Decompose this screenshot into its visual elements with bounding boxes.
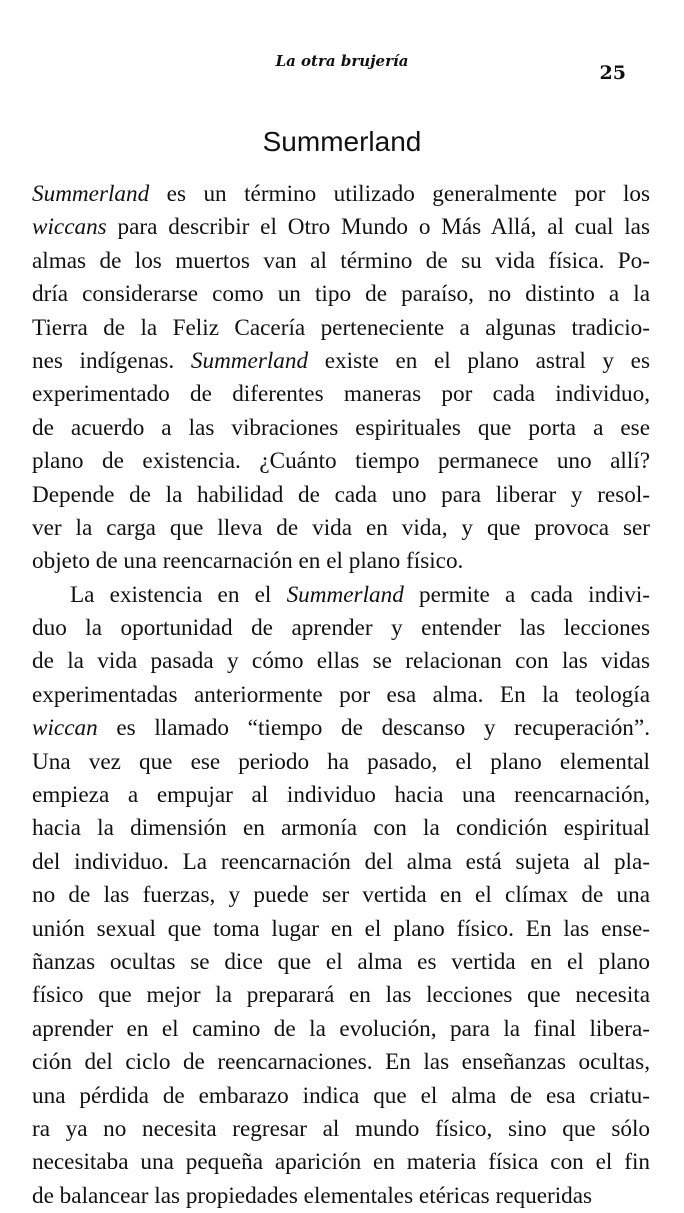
italic-term: wiccans <box>32 214 107 241</box>
text-segment: dría considerarse como un tipo de paraíso, no distinto a la <box>32 281 650 308</box>
text-segment: para describir el Otro Mundo o Más Allá, al cual las <box>106 214 650 241</box>
text-line <box>32 445 650 478</box>
text-line <box>32 946 650 979</box>
text-line <box>32 1046 650 1079</box>
text-segment: empieza a empujar al individuo hacia una reencarnación, <box>32 782 650 809</box>
text-segment: de la vida pasada y cómo ellas se relacionan con las vidas <box>32 648 650 675</box>
text-line <box>32 1113 650 1146</box>
text-line <box>32 679 650 712</box>
text-segment: permite a cada indivi- <box>403 581 650 608</box>
text-line <box>32 312 650 345</box>
text-line <box>32 879 650 912</box>
text-segment: ver la carga que lleva de vida en vida, y que provoca ser <box>32 514 650 541</box>
text-segment: Depende de la habilidad de cada uno para liberar y resol- <box>32 481 650 508</box>
text-line <box>32 712 650 745</box>
text-segment: nes indígenas. <box>32 347 191 374</box>
text-segment: del individuo. La reencarnación del alma está sujeta al pla- <box>32 848 650 875</box>
page-number: 25 <box>599 62 626 84</box>
section-title: Summerland <box>262 126 422 157</box>
running-head: La otra brujería <box>275 52 409 70</box>
text-line <box>32 579 650 612</box>
text-segment: ción del ciclo de reencarnaciones. En las enseñanzas ocultas, <box>32 1049 650 1076</box>
text-segment: físico que mejor la preparará en las lecciones que necesita <box>32 982 650 1009</box>
italic-term: Summerland <box>32 181 150 207</box>
text-segment: almas de los muertos van al término de su vida física. Po- <box>32 247 650 274</box>
body-text <box>32 178 650 1213</box>
text-line <box>32 746 650 779</box>
text-line <box>32 1146 650 1179</box>
text-segment: hacia la dimensión en armonía con la condición espiritual <box>32 815 650 842</box>
text-line <box>32 913 650 946</box>
text-segment: ra ya no necesita regresar al mundo físico, sino que sólo <box>32 1115 650 1142</box>
italic-term: wiccan <box>32 715 98 742</box>
text-line <box>32 412 650 445</box>
text-line <box>32 178 650 211</box>
text-segment: necesitaba una pequeña aparición en materia física con el fin <box>32 1149 650 1176</box>
text-segment: de acuerdo a las vibraciones espirituales que porta a ese <box>32 414 650 441</box>
text-line <box>32 1080 650 1113</box>
text-segment: una pérdida de embarazo indica que el alma de esa criatu- <box>32 1082 650 1109</box>
text-line <box>32 1180 650 1213</box>
paragraph <box>32 579 650 1213</box>
text-segment: de balancear las propiedades elementales etéricas requeridas <box>32 1182 593 1209</box>
text-line <box>32 645 650 678</box>
text-line <box>32 479 650 512</box>
italic-term: Summerland <box>286 581 404 608</box>
text-line <box>32 378 650 411</box>
text-segment: experimentadas anteriormente por esa alma. En la teología <box>32 681 650 708</box>
text-segment: duo la oportunidad de aprender y entender las lecciones <box>32 615 650 642</box>
text-line <box>32 812 650 845</box>
text-line <box>32 512 650 545</box>
text-segment: existe en el plano astral y es <box>308 347 650 374</box>
text-line <box>32 211 650 244</box>
text-segment: plano de existencia. ¿Cuánto tiempo permanece uno allí? <box>32 448 650 475</box>
text-line <box>32 846 650 879</box>
text-line <box>32 979 650 1012</box>
italic-term: Summerland <box>190 347 309 374</box>
text-segment: ñanzas ocultas se dice que el alma es vertida en el plano <box>32 948 650 975</box>
text-segment: unión sexual que toma lugar en el plano físico. En las ense- <box>32 915 650 942</box>
text-segment: objeto de una reencarnación en el plano físico. <box>32 548 464 575</box>
text-segment: aprender en el camino de la evolución, para la final libera- <box>32 1015 650 1042</box>
text-segment: es llamado “tiempo de descanso y recuperación”. <box>97 715 650 742</box>
text-line <box>32 545 650 578</box>
text-segment: Tierra de la Feliz Cacería perteneciente a algunas tradicio- <box>32 314 650 341</box>
text-segment: experimentado de diferentes maneras por cada individuo, <box>32 381 650 408</box>
paragraph <box>32 178 650 579</box>
text-segment: La existencia en el <box>70 581 287 608</box>
text-line <box>32 779 650 812</box>
text-line <box>32 278 650 311</box>
text-line <box>32 1013 650 1046</box>
text-segment: no de las fuerzas, y puede ser vertida en el clímax de una <box>32 882 650 909</box>
text-line <box>32 345 650 378</box>
text-line <box>32 245 650 278</box>
text-segment: es un término utilizado generalmente por los <box>149 181 650 207</box>
text-line <box>32 612 650 645</box>
text-segment: Una vez que ese periodo ha pasado, el plano elemental <box>32 748 650 775</box>
